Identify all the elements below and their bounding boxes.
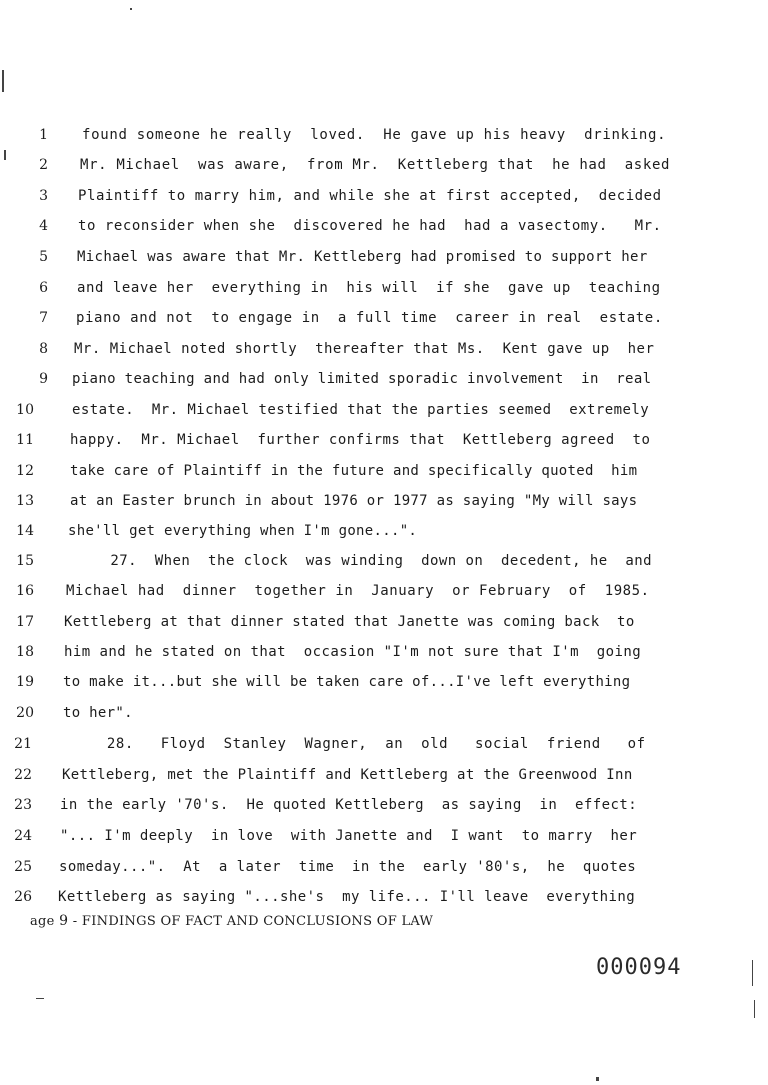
scan-mark [754,1000,755,1018]
pleading-line [0,792,768,818]
line-number: 24 [14,828,32,844]
line-text: Michael had dinner together in January or February of 1985. [66,583,650,599]
pleading-line [0,854,768,880]
line-text: "... I'm deeply in love with Janette and I want to marry her [60,828,638,844]
line-text: piano teaching and had only limited sporadic involvement in real [72,371,652,387]
line-text: take care of Plaintiff in the future and specifically quoted him [70,463,638,479]
line-number: 21 [14,736,32,752]
line-number: 10 [16,402,34,418]
pleading-line [0,275,768,301]
pleading-line [0,884,768,910]
line-number: 13 [16,493,34,509]
pleading-line [0,458,768,484]
footer-title: - FINDINGS OF FACT AND CONCLUSIONS OF LAW [68,914,434,929]
pleading-line [0,823,768,849]
line-text: to make it...but she will be taken care of...I've left everything [63,674,631,690]
line-number: 17 [16,614,34,630]
pleading-line [0,336,768,362]
line-text: she'll get everything when I'm gone...". [68,523,418,539]
pleading-line [0,122,768,148]
line-text: 27. When the clock was winding down on decedent, he and [66,553,652,569]
pleading-line [0,305,768,331]
line-number: 8 [39,341,48,357]
pleading-line [0,488,768,514]
line-number: 22 [14,767,32,783]
scan-mark [130,8,132,10]
pleading-line [0,731,768,757]
line-number: 26 [14,889,32,905]
line-number: 14 [16,523,34,539]
page-label: age [30,914,55,929]
line-text: in the early '70's. He quoted Kettleberg as saying in effect: [60,797,638,813]
line-number: 19 [16,674,34,690]
line-text: him and he stated on that occasion "I'm not sure that I'm going [64,644,642,660]
line-text: Plaintiff to marry him, and while she at first accepted, decided [78,188,662,204]
line-text: and leave her everything in his will if she gave up teaching [77,280,661,296]
line-number: 23 [14,797,32,813]
pleading-line [0,700,768,726]
line-number: 11 [16,432,34,448]
scan-mark [36,998,44,999]
line-number: 2 [39,157,48,173]
pleading-line [0,639,768,665]
line-text: at an Easter brunch in about 1976 or 1977 as saying "My will says [70,493,638,509]
line-number: 16 [16,583,34,599]
line-number: 20 [16,705,34,721]
bates-stamp: 000094 [596,955,682,980]
line-text: Mr. Michael was aware, from Mr. Kettleberg that he had asked [80,157,671,173]
pleading-line [0,609,768,635]
line-text: to her". [63,705,133,721]
scan-mark [596,1077,599,1081]
line-number: 7 [39,310,48,326]
pleading-line [0,548,768,574]
pleading-line [0,578,768,604]
pleading-line [0,427,768,453]
line-number: 4 [39,218,48,234]
line-number: 15 [16,553,34,569]
pleading-line [0,397,768,423]
line-text: happy. Mr. Michael further confirms that Kettleberg agreed to [70,432,651,448]
line-text: someday...". At a later time in the early '80's, he quotes [59,859,637,875]
scan-mark [2,70,4,92]
line-number: 18 [16,644,34,660]
line-number: 5 [39,249,48,265]
line-text: Kettleberg, met the Plaintiff and Kettleberg at the Greenwood Inn [62,767,633,783]
pleading-line [0,669,768,695]
page-footer [30,913,433,929]
pleading-line [0,518,768,544]
scan-mark [752,960,753,986]
pleading-line [0,762,768,788]
pleading-line [0,183,768,209]
pleading-line [0,244,768,270]
page-number: 9 [59,913,69,929]
line-text: to reconsider when she discovered he had had a vasectomy. Mr. [78,218,662,234]
line-number: 1 [39,127,48,143]
line-number: 9 [39,371,48,387]
line-text: found someone he really loved. He gave up his heavy drinking. [82,127,667,143]
line-number: 6 [39,280,48,296]
pleading-line [0,366,768,392]
line-number: 25 [14,859,32,875]
line-text: Kettleberg as saying "...she's my life... I'll leave everything [58,889,636,905]
line-text: Kettleberg at that dinner stated that Janette was coming back to [64,614,635,630]
line-text: Michael was aware that Mr. Kettleberg had promised to support her [77,249,648,265]
line-text: Mr. Michael noted shortly thereafter that Ms. Kent gave up her [74,341,655,357]
line-number: 3 [39,188,48,204]
line-text: estate. Mr. Michael testified that the parties seemed extremely [72,402,650,418]
line-text: piano and not to engage in a full time career in real estate. [76,310,663,326]
line-text: 28. Floyd Stanley Wagner, an old social friend of [62,736,646,752]
pleading-line [0,152,768,178]
line-number: 12 [16,463,34,479]
pleading-line [0,213,768,239]
